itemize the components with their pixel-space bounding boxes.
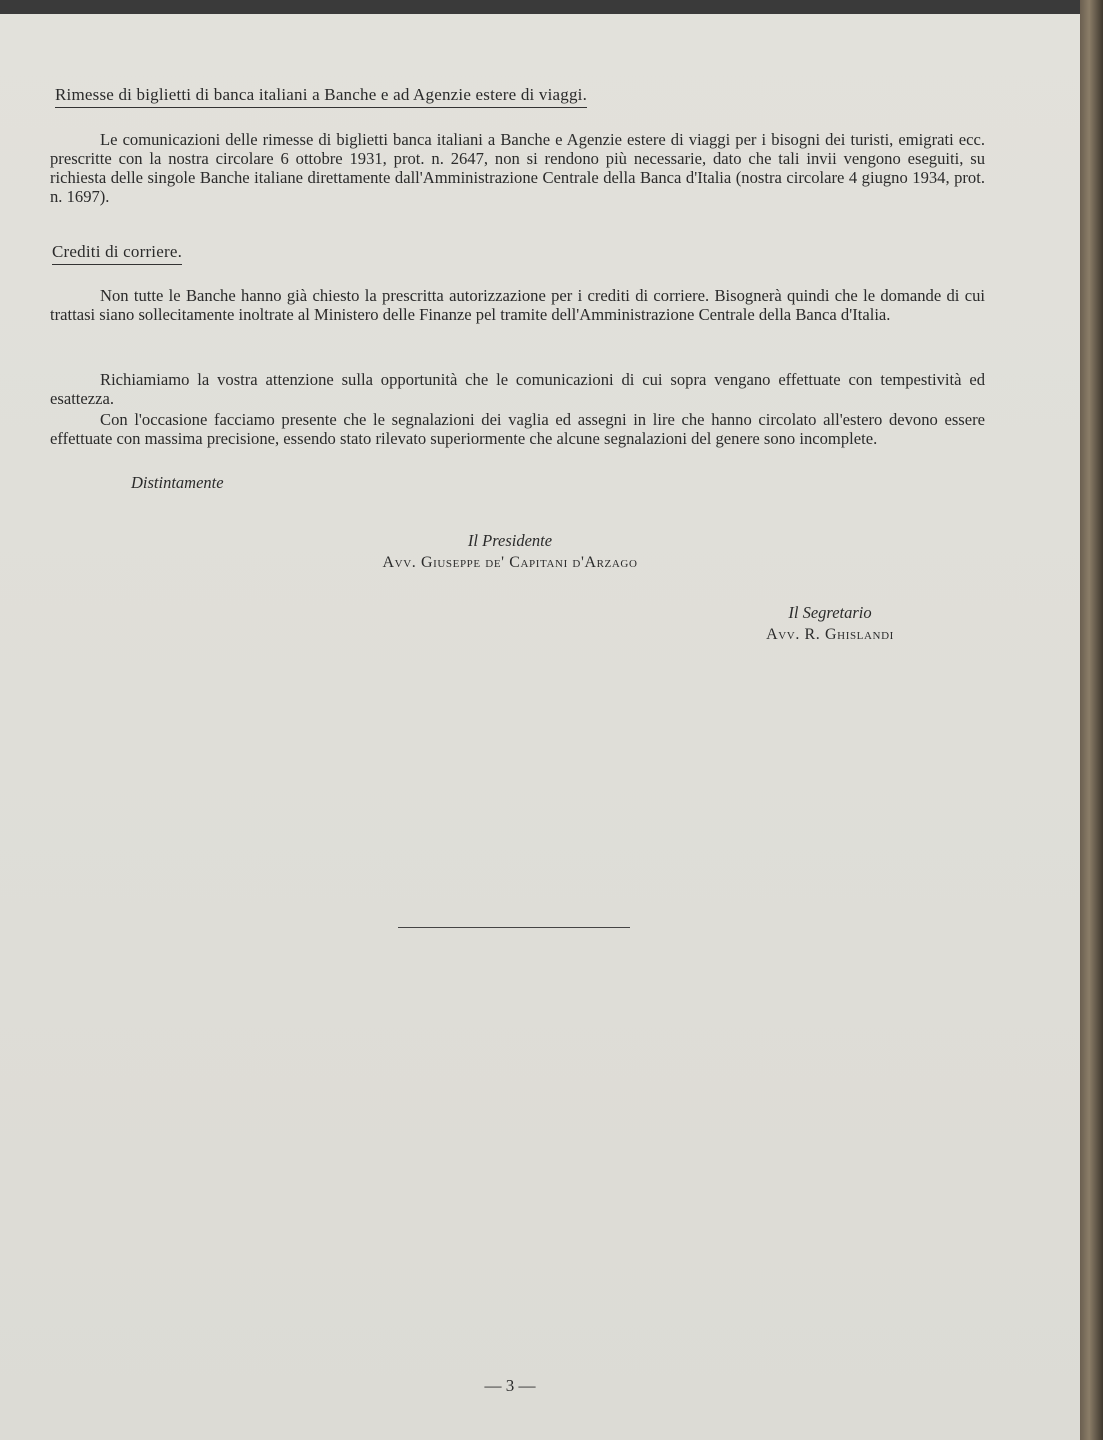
signature-president — [300, 530, 720, 574]
paragraph-rimesse: Le comunicazioni delle rimesse di biglietti banca italiani a Banche e Agenzie estere di viaggi per i bisogni dei turisti, emigrati ecc. prescritte con la nostra circolare 6 ottobre 1931, prot. n. 2647, non si rendono più necessarie, dato che tali invii vengono eseguiti, su richiesta delle singole Banche italiane direttamente dall'Amministrazione Centrale della Banca d'Italia (nostra circolare 4 giugno 1934, prot. n. 1697). — [50, 130, 985, 206]
paragraph-crediti: Non tutte le Banche hanno già chiesto la prescritta autorizzazione per i crediti di corriere. Bisognerà quindi che le domande di cui trattasi siano sollecitamente inoltrate al Ministero delle Finanze pel tramite dell'Amministrazione Centrale della Banca d'Italia. — [50, 286, 985, 324]
book-spine-edge — [1080, 0, 1103, 1440]
section-heading-crediti-text: Crediti di corriere. — [52, 242, 183, 261]
section-heading-rimesse-text: Rimesse di biglietti di banca italiani a Banche e ad Agenzie estere di viaggi. — [55, 85, 588, 104]
paragraph-richiamiamo: Richiamiamo la vostra attenzione sulla opportunità che le comunicazioni di cui sopra vengano effettuate con tempestività ed esattezza. — [50, 370, 985, 408]
document-page — [0, 14, 1080, 1440]
section-heading-rimesse — [55, 85, 587, 105]
signature-president-role: Il Presidente — [467, 531, 553, 550]
paragraph-occasione: Con l'occasione facciamo presente che le segnalazioni dei vaglia ed assegni in lire che hanno circolato all'estero devono essere effettuate con massima precisione, essendo stato rilevato superiormente che alcune segnalazioni del genere sono incomplete. — [50, 410, 985, 448]
signature-president-name: Avv. Giuseppe de' Capitani d'Arzago — [382, 554, 638, 571]
signature-secretary — [700, 602, 960, 646]
page-number: — 3 — — [484, 1376, 536, 1395]
heading-underline — [52, 264, 182, 265]
salutation: Distintamente — [131, 473, 224, 492]
scan-top-edge — [0, 0, 1103, 14]
separator-rule — [398, 927, 630, 928]
signature-secretary-name: Avv. R. Ghislandi — [766, 626, 894, 643]
signature-secretary-role: Il Segretario — [788, 603, 872, 622]
heading-underline — [55, 107, 587, 108]
section-heading-crediti — [52, 242, 182, 262]
